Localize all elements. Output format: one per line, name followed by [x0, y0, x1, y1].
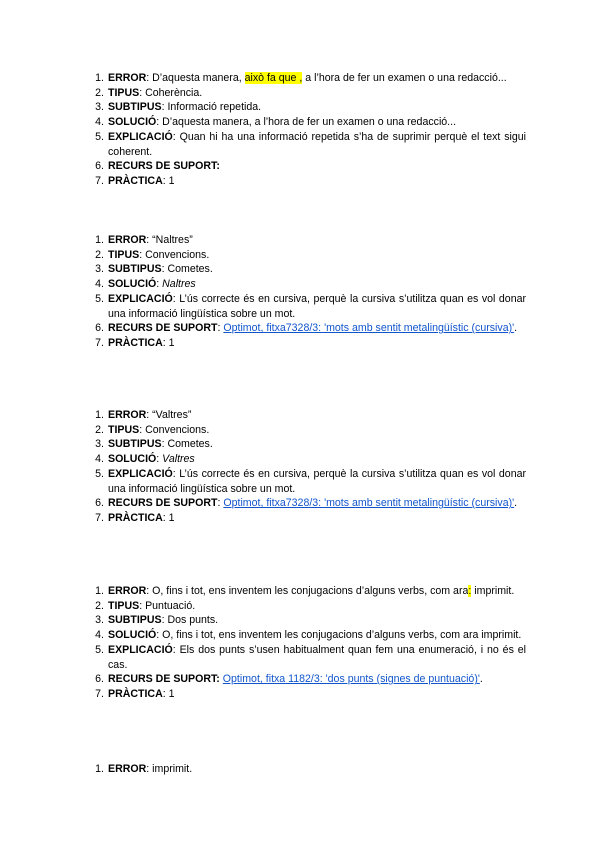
error-entry-5 [88, 762, 526, 777]
field-label: RECURS DE SUPORT [108, 322, 218, 335]
field-value: Convencions. [145, 248, 210, 261]
list-item: 2. TIPUS: Convencions. [88, 248, 526, 263]
list-item: 6. RECURS DE SUPORT: Optimot, fitxa7328/3: 'mots amb sentit metalingüístic (cursiva)'. [88, 496, 526, 511]
item-number: 1. [95, 409, 104, 421]
highlighted-text: : [468, 585, 472, 597]
item-number: 3. [95, 614, 104, 627]
field-label: TIPUS [108, 599, 140, 612]
item-number: 6. [95, 322, 104, 335]
list-item: 5. EXPLICACIÓ: Els dos punts s’usen habitualment quan fem una enumeració, i no és el cas. [88, 643, 526, 672]
list-item: 4. SOLUCIÓ: D’aquesta manera, a l’hora de fer un examen o una redacció... [88, 115, 526, 130]
item-number: 5. [95, 467, 104, 480]
list-item: 6. RECURS DE SUPORT: Optimot, fitxa7328/3: 'mots amb sentit metalingüístic (cursiva)'. [88, 321, 526, 336]
field-value: Naltres [162, 278, 196, 291]
field-label: TIPUS [108, 248, 140, 261]
list-item: 4. SOLUCIÓ: Naltres [88, 277, 526, 292]
list-item: 4. SOLUCIÓ: Valtres [88, 452, 526, 467]
item-number: 1. [95, 72, 104, 84]
list-item: 2. TIPUS: Puntuació. [88, 599, 526, 614]
field-label: SOLUCIÓ [108, 629, 157, 642]
field-label: ERROR [108, 763, 147, 775]
field-label: SOLUCIÓ [108, 453, 157, 466]
list-item: 7. PRÀCTICA: 1 [88, 687, 526, 702]
item-number: 4. [95, 453, 104, 466]
list-item: 1. ERROR: D’aquesta manera, això fa que , a l’hora de fer un examen o una redacció... [88, 71, 526, 86]
item-number: 3. [95, 263, 104, 276]
item-number: 3. [95, 438, 104, 451]
field-label: SUBTIPUS [108, 263, 162, 276]
list-item: 1. ERROR: “Valtres” [88, 408, 526, 423]
field-label: EXPLICACIÓ [108, 130, 173, 143]
error-text: D’aquesta manera, [152, 72, 245, 84]
field-value: L’ús correcte és en cursiva, perquè la cursiva s’utilitza quan es vol donar una informació lingüística sobre un mot. [108, 292, 527, 320]
field-value: Coherència. [145, 86, 203, 99]
field-label: TIPUS [108, 86, 140, 99]
field-value: Puntuació. [145, 599, 196, 612]
field-value: “Valtres” [152, 409, 192, 421]
field-label: ERROR [108, 234, 147, 246]
field-value: 1 [168, 336, 175, 349]
field-label: PRÀCTICA [108, 687, 163, 700]
error-entry-1 [88, 71, 526, 189]
field-value: Els dos punts s’usen habitualment quan fem una enumeració, i no és el cas. [108, 643, 527, 671]
field-value: D’aquesta manera, a l’hora de fer un examen o una redacció... [162, 116, 457, 129]
field-label: ERROR [108, 72, 147, 84]
field-label: RECURS DE SUPORT [108, 160, 217, 173]
field-label: RECURS DE SUPORT: [108, 673, 220, 686]
field-value: Valtres [162, 453, 195, 466]
list-item: 3. SUBTIPUS: Dos punts. [88, 613, 526, 628]
field-value: O, fins i tot, ens inventem les conjugacions d’alguns verbs, com ara imprimit. [162, 629, 522, 642]
item-number: 7. [95, 511, 104, 524]
field-label: PRÀCTICA [108, 511, 163, 524]
list-item: 1. ERROR: imprimit. [88, 762, 526, 777]
item-number: 6. [95, 160, 104, 173]
list-item: 5. EXPLICACIÓ: Quan hi ha una informació repetida s’ha de suprimir perquè el text sigui coherent. [88, 130, 526, 159]
field-value: Convencions. [145, 423, 210, 436]
resource-link[interactable]: Optimot, fitxa7328/3: 'mots amb sentit metalingüístic (cursiva)' [223, 497, 515, 510]
item-number: 4. [95, 629, 104, 642]
field-label: EXPLICACIÓ [108, 643, 173, 656]
list-item: 2. TIPUS: Convencions. [88, 423, 526, 438]
item-number: 6. [95, 673, 104, 686]
item-number: 5. [95, 130, 104, 143]
item-number: 2. [95, 248, 104, 261]
item-number: 1. [95, 763, 104, 775]
item-number: 4. [95, 116, 104, 129]
field-value: L’ús correcte és en cursiva, perquè la cursiva s’utilitza quan es vol donar una informació lingüística sobre un mot. [108, 467, 527, 495]
list-item: 3. SUBTIPUS: Informació repetida. [88, 100, 526, 115]
error-text: O, fins i tot, ens inventem les conjugacions d’alguns verbs, com ara [152, 585, 469, 597]
error-entry-2 [88, 233, 526, 351]
item-number: 7. [95, 336, 104, 349]
field-label: ERROR [108, 585, 147, 597]
field-value: Cometes. [167, 263, 213, 276]
list-item: 1. ERROR: “Naltres” [88, 233, 526, 248]
field-value: 1 [168, 687, 175, 700]
item-number: 5. [95, 643, 104, 656]
field-value: Cometes. [167, 438, 213, 451]
resource-link[interactable]: Optimot, fitxa7328/3: 'mots amb sentit metalingüístic (cursiva)' [223, 322, 515, 335]
field-label: SOLUCIÓ [108, 116, 157, 129]
field-label: RECURS DE SUPORT [108, 497, 218, 510]
item-number: 2. [95, 86, 104, 99]
list-item: 1. ERROR: O, fins i tot, ens inventem les conjugacions d’alguns verbs, com ara: imprimit. [88, 584, 526, 599]
field-label: ERROR [108, 409, 147, 421]
error-entry-3 [88, 408, 526, 526]
field-label: SUBTIPUS [108, 438, 162, 451]
field-label: EXPLICACIÓ [108, 292, 173, 305]
field-value: imprimit. [152, 763, 193, 775]
item-number: 7. [95, 174, 104, 187]
item-number: 6. [95, 497, 104, 510]
list-item: 3. SUBTIPUS: Cometes. [88, 262, 526, 277]
list-item: 5. EXPLICACIÓ: L’ús correcte és en cursiva, perquè la cursiva s’utilitza quan es vol donar una informació lingüística sobre un mot. [88, 467, 526, 496]
field-label: PRÀCTICA [108, 336, 163, 349]
field-label: PRÀCTICA [108, 174, 163, 187]
highlighted-text: això fa que , [244, 72, 303, 84]
field-value: Informació repetida. [167, 101, 262, 114]
resource-link[interactable]: Optimot, fitxa 1182/3: 'dos punts (signes de puntuació)' [222, 673, 480, 686]
item-number: 7. [95, 687, 104, 700]
field-label: SOLUCIÓ [108, 278, 157, 291]
field-value: “Naltres” [152, 234, 193, 246]
field-label: SUBTIPUS [108, 101, 162, 114]
field-value: 1 [168, 511, 175, 524]
field-label: EXPLICACIÓ [108, 467, 173, 480]
field-value: 1 [168, 174, 175, 187]
list-item: 5. EXPLICACIÓ: L’ús correcte és en cursiva, perquè la cursiva s’utilitza quan es vol donar una informació lingüística sobre un mot. [88, 292, 526, 321]
list-item: 4. SOLUCIÓ: O, fins i tot, ens inventem les conjugacions d’alguns verbs, com ara imprimit. [88, 628, 526, 643]
list-item: 6. RECURS DE SUPORT: [88, 159, 526, 174]
item-number: 1. [95, 585, 104, 597]
item-number: 5. [95, 292, 104, 305]
list-item: 7. PRÀCTICA: 1 [88, 511, 526, 526]
item-number: 1. [95, 234, 104, 246]
list-item: 7. PRÀCTICA: 1 [88, 336, 526, 351]
item-number: 3. [95, 101, 104, 114]
error-entry-4 [88, 584, 526, 702]
item-number: 4. [95, 278, 104, 291]
item-number: 2. [95, 423, 104, 436]
field-label: TIPUS [108, 423, 140, 436]
list-item: 6. RECURS DE SUPORT: Optimot, fitxa 1182/3: 'dos punts (signes de puntuació)'. [88, 672, 526, 687]
list-item: 2. TIPUS: Coherència. [88, 86, 526, 101]
item-number: 2. [95, 599, 104, 612]
field-label: SUBTIPUS [108, 614, 162, 627]
list-item: 7. PRÀCTICA: 1 [88, 174, 526, 189]
list-item: 3. SUBTIPUS: Cometes. [88, 437, 526, 452]
field-value: Quan hi ha una informació repetida s’ha de suprimir perquè el text sigui coherent. [108, 130, 526, 158]
field-value: Dos punts. [167, 614, 219, 627]
